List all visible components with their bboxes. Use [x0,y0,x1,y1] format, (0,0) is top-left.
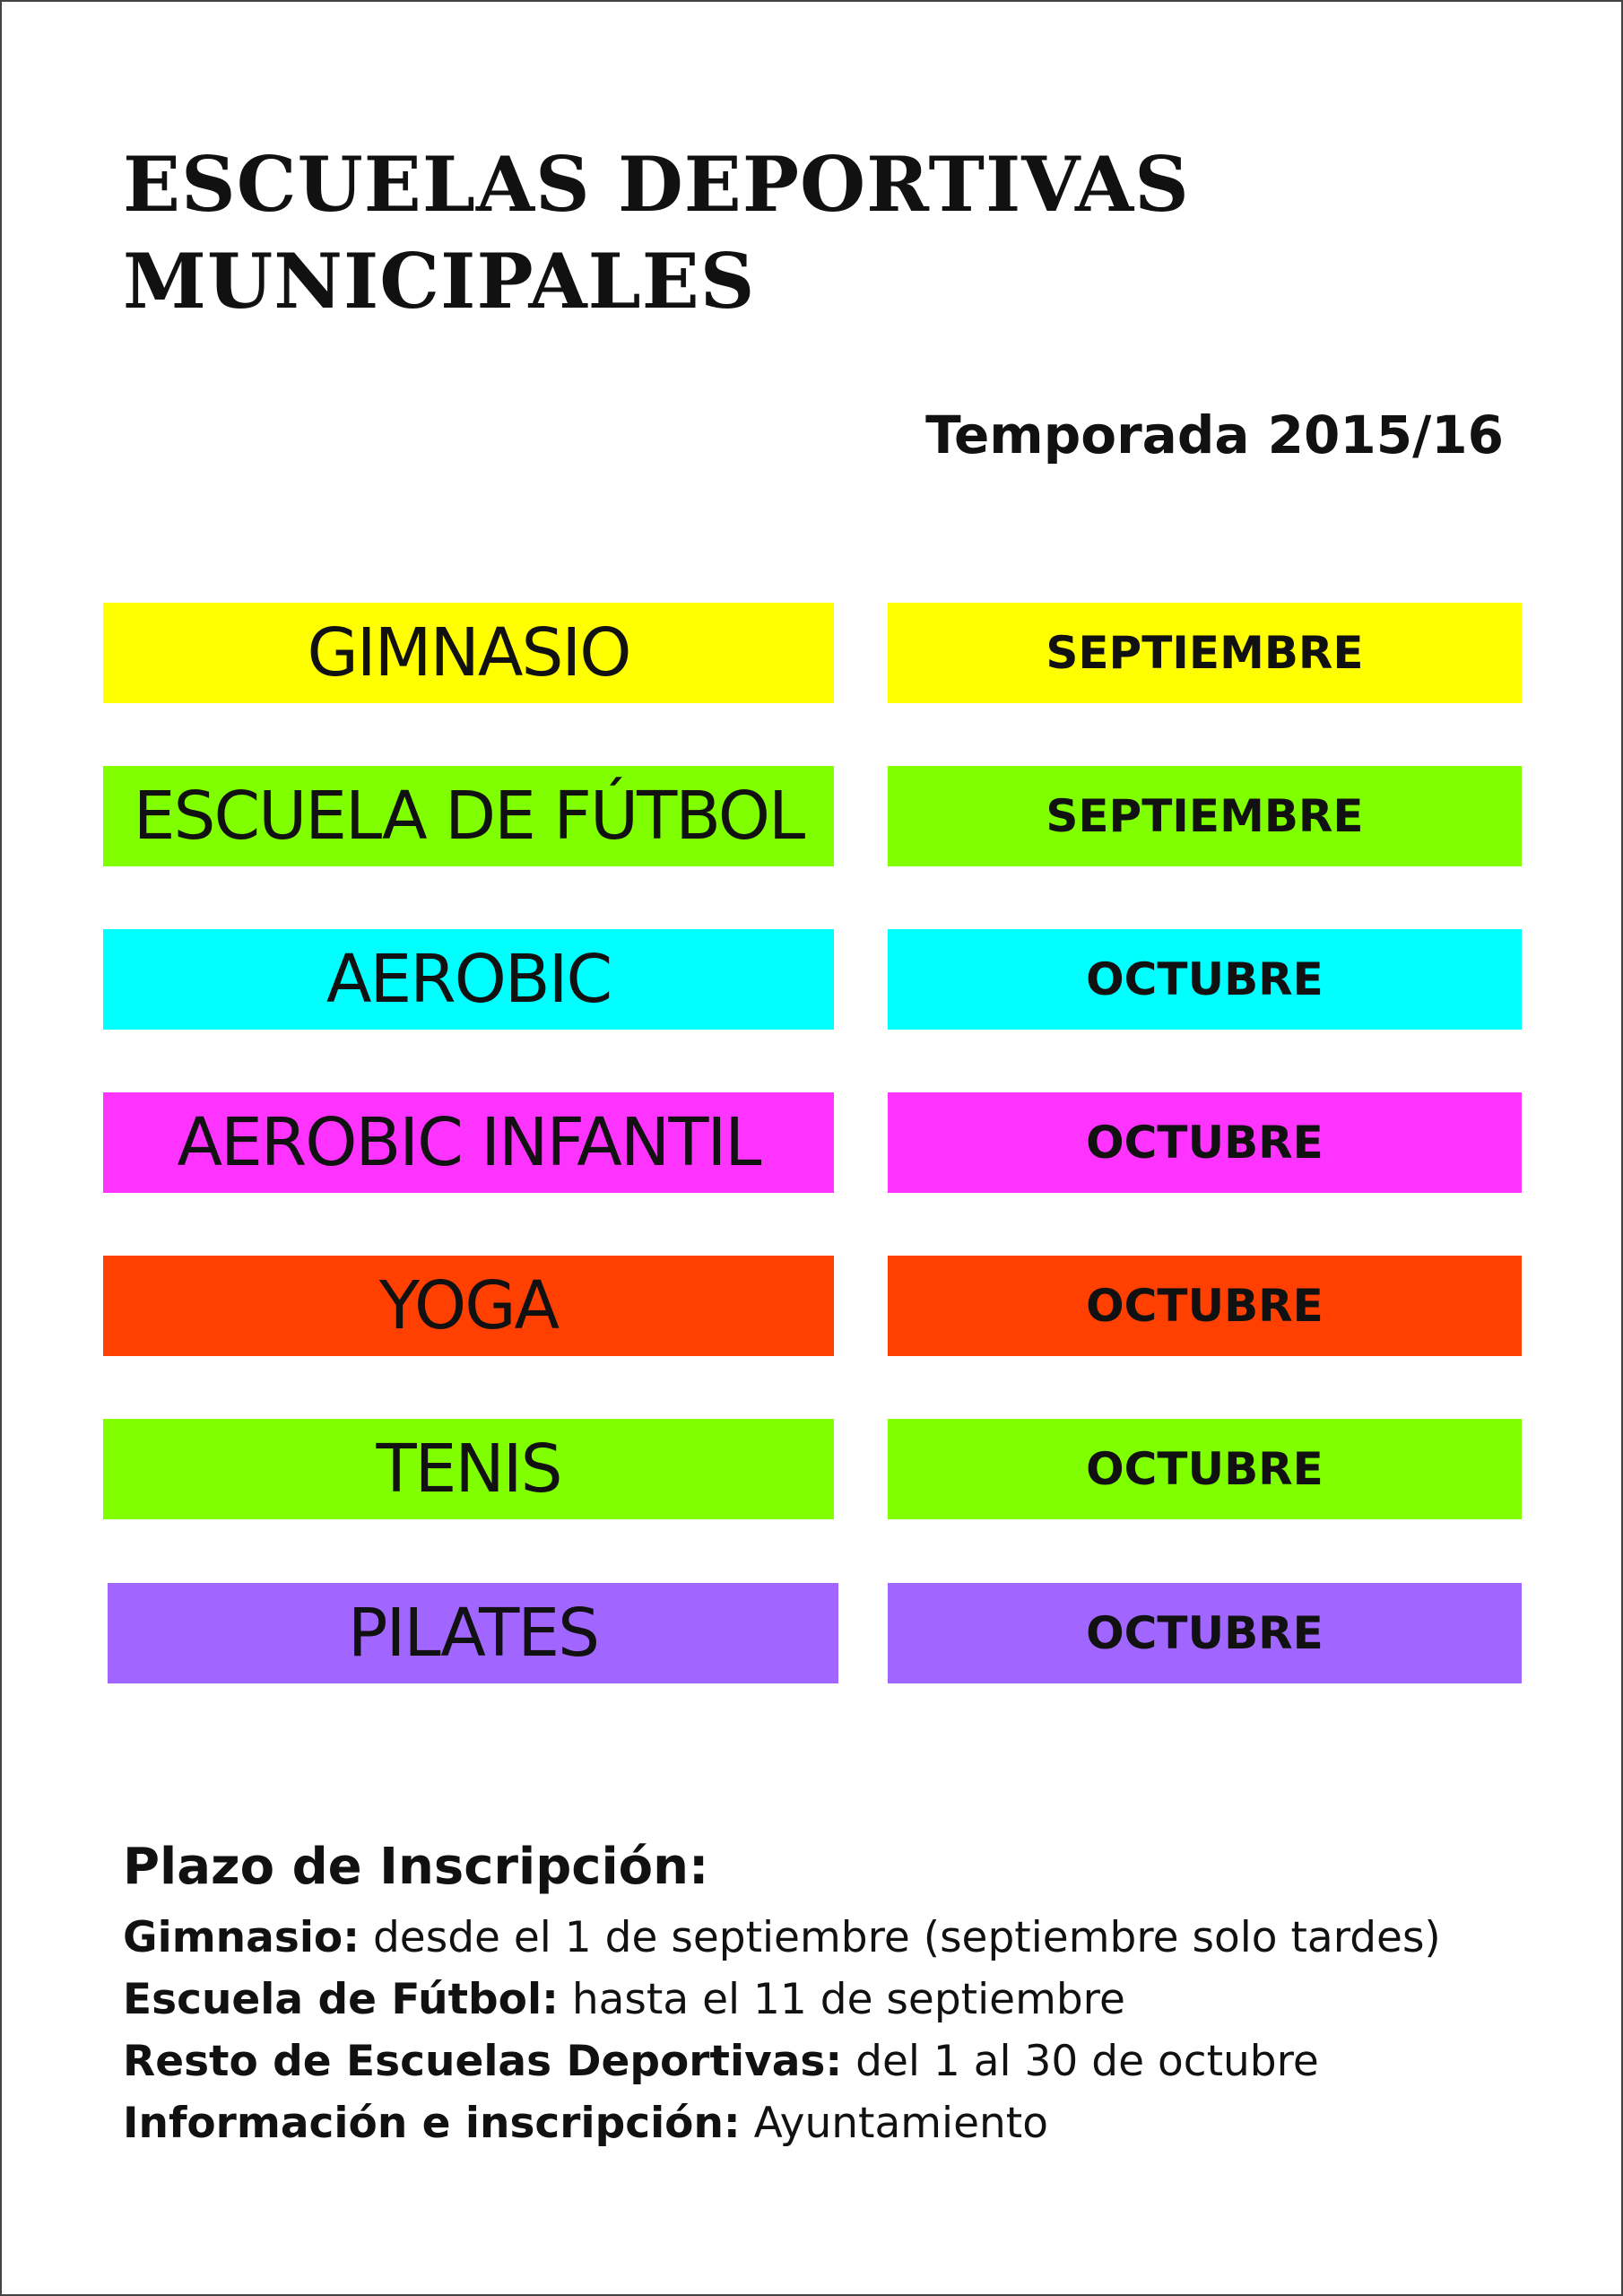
school-row [2,603,1623,703]
school-month-bar: OCTUBRE [888,1419,1522,1519]
school-month-bar: OCTUBRE [888,1583,1522,1683]
registration-label: Escuela de Fútbol: [123,1975,559,2024]
registration-line-gimnasio [123,1907,1575,1969]
school-month-bar: SEPTIEMBRE [888,603,1522,703]
registration-info [123,1831,1575,2154]
school-name-bar: AEROBIC [103,929,834,1030]
registration-heading: Plazo de Inscripción: [123,1838,709,1896]
school-month-bar: OCTUBRE [888,1092,1522,1193]
school-month-bar: SEPTIEMBRE [888,766,1522,866]
school-row [2,1419,1623,1519]
title-line-2: MUNICIPALES [123,237,756,326]
school-name-bar: PILATES [108,1583,838,1683]
school-month-bar: OCTUBRE [888,1256,1522,1356]
school-row [2,929,1623,1030]
registration-label: Información e inscripción: [123,2099,741,2148]
school-name-bar: GIMNASIO [103,603,834,703]
school-month-bar: OCTUBRE [888,929,1522,1030]
school-row [2,1583,1623,1683]
school-name-bar: AEROBIC INFANTIL [103,1092,834,1193]
registration-line-resto [123,2031,1575,2092]
school-name-bar: TENIS [103,1419,834,1519]
title-line-1: ESCUELAS DEPORTIVAS [123,140,1190,229]
registration-label: Gimnasio: [123,1913,360,1962]
registration-line-futbol [123,1969,1575,2031]
school-row [2,766,1623,866]
season-label: Temporada 2015/16 [925,404,1504,465]
registration-line-informacion [123,2092,1575,2154]
registration-text: hasta el 11 de septiembre [558,1975,1125,2024]
registration-text: desde el 1 de septiembre (septiembre solo tardes) [360,1913,1441,1962]
school-row [2,1092,1623,1193]
school-name-bar: ESCUELA DE FÚTBOL [103,766,834,866]
school-row [2,1256,1623,1356]
registration-text: del 1 al 30 de octubre [842,2037,1319,2086]
schools-list [2,2,1623,1706]
school-name-bar: YOGA [103,1256,834,1356]
registration-label: Resto de Escuelas Deportivas: [123,2037,843,2086]
registration-text: Ayuntamiento [740,2099,1048,2148]
